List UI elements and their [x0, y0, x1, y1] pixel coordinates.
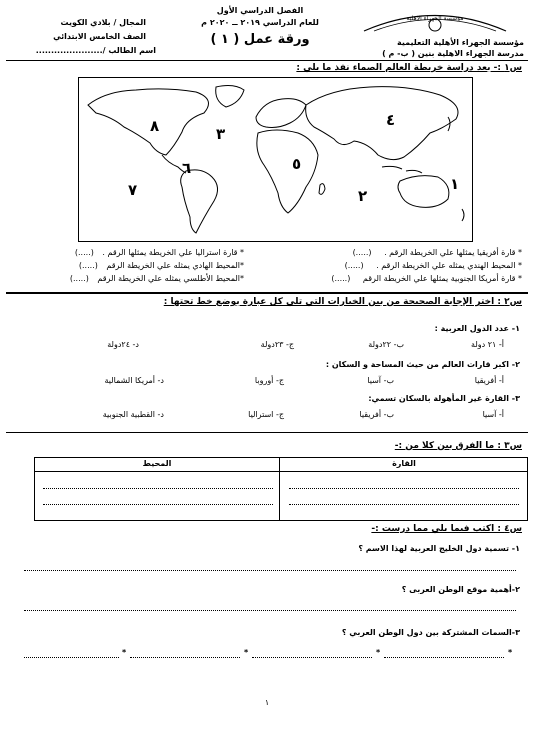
q1-divider [6, 292, 528, 294]
q3-ocean-line-2[interactable] [43, 504, 273, 505]
q4-question-1: ١- تسمية دول الخليج العربية لهذا الاسم ؟ [358, 544, 520, 553]
page-number: ١ [264, 698, 270, 707]
q4-bullet-1: * [122, 648, 127, 657]
q1-blank-indian-ocean[interactable]: (.....) [344, 261, 364, 270]
subject-label: المجال / بلادي الكويت [60, 18, 146, 27]
q4-title: س٤ : اكتب فيما يلي مما درست :- [371, 524, 522, 534]
q2-q1-option-b[interactable]: ب- ٢٢دولة [368, 340, 404, 349]
q2-q2-option-a[interactable]: أ- أفريقيا [474, 376, 504, 385]
q3-title: س٣ : ما الفرق بين كلا من :- [394, 441, 522, 451]
school-name: مدرسة الجهراء الاهلية بنين ( ب- م ) [382, 49, 524, 58]
semester-label: الفصل الدراسي الأول [216, 6, 304, 15]
q4-answer-line-1[interactable] [24, 570, 516, 571]
world-map-outline [78, 77, 473, 242]
header-divider [6, 60, 528, 61]
q4-answer-line-3[interactable] [24, 648, 516, 662]
q4-question-2: ٢-أهمية موقع الوطن العربى ؟ [401, 585, 520, 594]
q2-question-3: ٣- القارة غير المأهولة بالسكان تسمي: [368, 394, 520, 403]
q3-comparison-table [34, 457, 528, 521]
map-number-5: ٥ [292, 155, 302, 173]
q1-item-africa: * قارة أفريقيا يمثلها علي الخريطة الرقم . (.....) [352, 248, 522, 257]
school-logo [360, 6, 510, 34]
q2-question-2: ٢- اكبر قارات العالم من حيث المساحة و السكان : [325, 360, 520, 369]
q1-blank-australia[interactable]: (.....) [74, 248, 94, 257]
q1-title: س١ :- بعد دراسة خريطة العالم الصماء نفذ ما يلي : [296, 63, 522, 73]
q2-q2-option-c[interactable]: ج- أوروبا [254, 376, 284, 385]
q2-q3-option-c[interactable]: ج- استراليا [248, 410, 284, 419]
map-number-7: ٧ [128, 181, 138, 199]
q4-bullet-4: * [508, 648, 513, 657]
q2-title: س٢ : اختر الإجابة الصحيحة من بين الخيارات التي تلي كل عبارة بوضع خط تحتها : [163, 297, 522, 307]
q1-item-pacific-ocean: *المحيط الهادي يمثله علي الخريطة الرقم (.....) [78, 261, 244, 270]
grade-label: الصف الخامس الابتدائي [53, 32, 146, 41]
q2-q3-option-b[interactable]: ب- أفريقيا [359, 410, 394, 419]
q4-answer-line-2[interactable] [24, 610, 516, 611]
academic-year: للعام الدراسي ٢٠١٩ ــ ٢٠٢٠ م [201, 18, 319, 27]
q1-blank-africa[interactable]: (.....) [352, 248, 372, 257]
world-map [78, 77, 473, 242]
q3-table-col-divider [279, 458, 280, 520]
q1-blank-atlantic-ocean[interactable]: (.....) [69, 274, 89, 283]
q1-blank-pacific-ocean[interactable]: (.....) [78, 261, 98, 270]
q3-header-ocean: المحيط [142, 459, 172, 468]
org-name: مؤسسة الجهراء الأهلية التعليمية [397, 38, 524, 47]
map-number-4: ٤ [386, 111, 396, 129]
worksheet-title: ورقة عمل ( ١ ) [210, 32, 310, 47]
q2-divider [6, 432, 528, 433]
map-number-1: ١ [450, 175, 460, 193]
q1-item-south-america: * قارة أمريكا الجنوبية يمثلها علي الخريطة الرقم (.....) [331, 274, 522, 283]
q1-item-atlantic-ocean: *المحيط الأطلسي يمثله علي الخريطة الرقم (.....) [69, 274, 244, 283]
q1-blank-south-america[interactable]: (.....) [331, 274, 351, 283]
q3-continent-line-1[interactable] [289, 488, 519, 489]
map-number-3: ٣ [216, 125, 226, 143]
student-name-label: اسم الطالب /...................... [35, 46, 156, 55]
q2-q1-option-c[interactable]: ج- ٢٣دولة [260, 340, 294, 349]
map-number-8: ٨ [150, 117, 160, 135]
q3-ocean-line-1[interactable] [43, 488, 273, 489]
map-number-6: ٦ [182, 159, 192, 177]
q2-q3-option-a[interactable]: أ- آسيا [482, 410, 504, 419]
q3-header-continent: القارة [392, 459, 416, 468]
q2-q1-option-d[interactable]: د- ٢٤دولة [107, 340, 139, 349]
map-number-2: ٢ [358, 187, 368, 205]
q4-question-3: ٣-السمات المشتركة بين دول الوطن العربي ؟ [341, 628, 520, 637]
q1-item-australia: * قارة استراليا علي الخريطة يمثلها الرقم . (.....) [74, 248, 244, 257]
q2-q2-option-d[interactable]: د- أمريكا الشمالية [104, 376, 164, 385]
q2-q2-option-b[interactable]: ب- آسيا [367, 376, 394, 385]
q4-bullet-3: * [376, 648, 381, 657]
q4-bullet-2: * [244, 648, 249, 657]
q2-question-1: ١- عدد الدول العربية : [434, 324, 520, 333]
q3-continent-line-2[interactable] [289, 504, 519, 505]
q2-q3-option-d[interactable]: د- القطبية الجنوبية [102, 410, 164, 419]
logo-text: مؤسسة الجهراء الاهلية [406, 15, 464, 22]
q2-q1-option-a[interactable]: أ- ٢١ دولة [471, 340, 504, 349]
q1-item-indian-ocean: * المحيط الهندي يمثله علي الخريطة الرقم . (.....) [344, 261, 522, 270]
